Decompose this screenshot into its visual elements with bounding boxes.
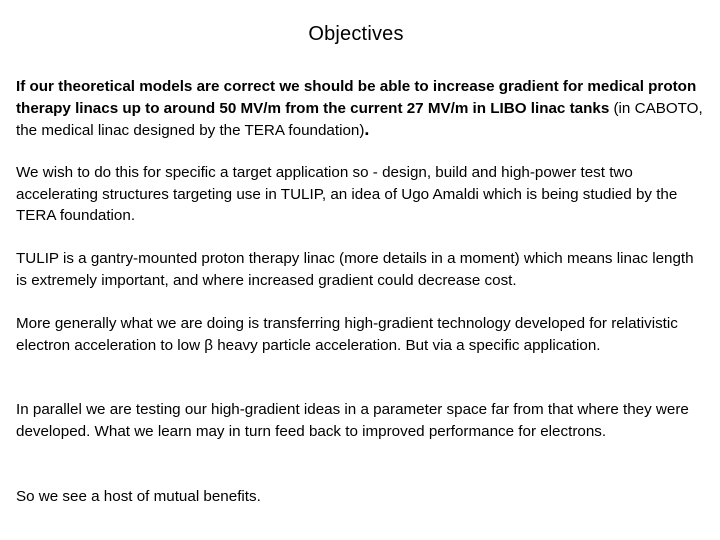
paragraph-mutual-benefits: So we see a host of mutual benefits.	[16, 488, 261, 505]
paragraph-gradient-goal-normal: (in CABOTO, the medical linac designed by the TERA foundation)	[16, 99, 703, 140]
paragraph-target-application: We wish to do this for specific a target application so - design, build and high-power test two accelerating structures targeting use in TULIP, an idea of Ugo Amaldi which is being studied by the TERA foundation.	[16, 164, 678, 225]
paragraph-gradient-goal-end: .	[364, 119, 370, 140]
paragraph-parallel-testing: In parallel we are testing our high-gradient ideas in a parameter space far from that where they were developed. What we learn may in turn feed back to improved performance for electrons.	[16, 401, 689, 440]
paragraph-technology-transfer: More generally what we are doing is transferring high-gradient technology developed for relativistic electron acceleration to low β heavy particle acceleration. But via a specific application.	[16, 315, 678, 354]
paragraph-gradient-goal-bold: If our theoretical models are correct we should be able to increase gradient for medical proton therapy linacs up to around 50 MV/m from the current 27 MV/m in LIBO linac tanks	[16, 78, 697, 117]
slide-title: Objectives	[308, 23, 404, 45]
paragraph-gradient-goal	[16, 76, 706, 142]
paragraph-tulip: TULIP is a gantry-mounted proton therapy linac (more details in a moment) which means linac length is extremely important, and where increased gradient could decrease cost.	[16, 250, 694, 289]
